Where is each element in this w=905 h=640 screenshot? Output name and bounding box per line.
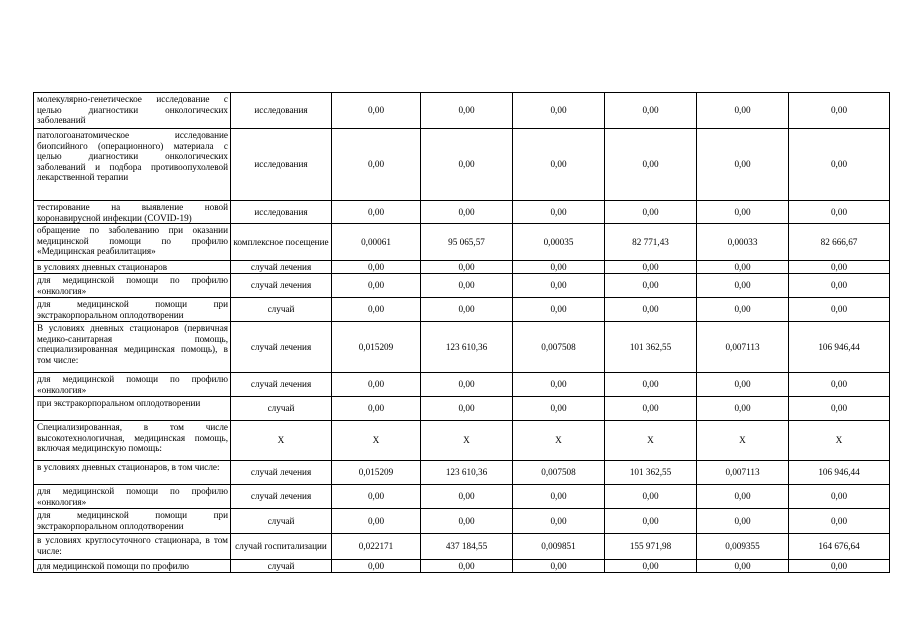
value-cell: 0,00 — [513, 298, 605, 322]
unit-cell: случай лечения — [231, 322, 332, 373]
value-cell: 0,00035 — [513, 224, 605, 261]
value-cell: 0,022171 — [332, 534, 421, 560]
value-cell: 0,00 — [789, 560, 890, 573]
value-cell: 0,015209 — [332, 322, 421, 373]
row-name-cell: тестирование на выявление новой коронавирусной инфекции (COVID-19) — [34, 201, 231, 224]
value-cell: 0,00 — [697, 129, 789, 201]
value-cell: 0,00 — [513, 397, 605, 421]
value-cell: 0,007508 — [513, 461, 605, 485]
table-row — [34, 461, 890, 485]
table-row — [34, 421, 890, 461]
value-cell: 0,00 — [697, 509, 789, 534]
value-cell: 0,00 — [605, 129, 697, 201]
value-cell: 0,00 — [605, 560, 697, 573]
unit-cell: случай лечения — [231, 274, 332, 298]
value-cell: 0,00 — [789, 509, 890, 534]
value-cell: 0,00 — [697, 485, 789, 509]
value-cell: 0,007508 — [513, 322, 605, 373]
row-name-cell: обращение по заболеванию при оказании медицинской помощи по профилю «Медицинская реабилитация» — [34, 224, 231, 261]
value-cell: 0,00 — [332, 509, 421, 534]
value-cell: 0,00061 — [332, 224, 421, 261]
value-cell: 0,00 — [513, 485, 605, 509]
row-name-cell: для медицинской помощи при экстракорпоральном оплодотворении — [34, 298, 231, 322]
value-cell: 437 184,55 — [421, 534, 513, 560]
value-cell: 0,00 — [421, 373, 513, 397]
value-cell: 0,00 — [697, 397, 789, 421]
unit-cell: исследования — [231, 129, 332, 201]
value-cell: 0,00 — [513, 261, 605, 274]
value-cell: 0,00 — [421, 298, 513, 322]
row-name-cell: для медицинской помощи по профилю «онкология» — [34, 373, 231, 397]
value-cell: 0,00 — [605, 373, 697, 397]
value-cell: 0,009355 — [697, 534, 789, 560]
table-row — [34, 373, 890, 397]
value-cell: 164 676,64 — [789, 534, 890, 560]
unit-cell: X — [231, 421, 332, 461]
value-cell: 82 666,67 — [789, 224, 890, 261]
value-cell: 0,00 — [513, 201, 605, 224]
data-table — [33, 92, 890, 573]
value-cell: 0,00 — [789, 261, 890, 274]
row-name-cell: В условиях дневных стационаров (первичная медико-санитарная помощь, специализированная медицинская помощь), в том числе: — [34, 322, 231, 373]
value-cell: 101 362,55 — [605, 322, 697, 373]
value-cell: 0,00 — [605, 397, 697, 421]
row-name-cell: в условиях дневных стационаров, в том числе: — [34, 461, 231, 485]
table-row — [34, 534, 890, 560]
value-cell: 101 362,55 — [605, 461, 697, 485]
unit-cell: комплексное посещение — [231, 224, 332, 261]
value-cell: X — [697, 421, 789, 461]
value-cell: 0,00 — [421, 201, 513, 224]
value-cell: 0,00 — [332, 397, 421, 421]
value-cell: 0,00 — [421, 509, 513, 534]
value-cell: 0,00 — [421, 93, 513, 129]
value-cell: 0,00 — [605, 274, 697, 298]
table-row — [34, 298, 890, 322]
value-cell: 0,00 — [697, 560, 789, 573]
value-cell: 0,00033 — [697, 224, 789, 261]
value-cell: 0,00 — [605, 485, 697, 509]
value-cell: 0,00 — [789, 298, 890, 322]
value-cell: 0,00 — [605, 509, 697, 534]
value-cell: 0,00 — [605, 261, 697, 274]
row-name-cell: молекулярно-генетическое исследование с целью диагностики онкологических заболеваний — [34, 93, 231, 129]
table-row — [34, 224, 890, 261]
unit-cell: случай — [231, 560, 332, 573]
table-row — [34, 274, 890, 298]
value-cell: 106 946,44 — [789, 322, 890, 373]
value-cell: 0,00 — [513, 274, 605, 298]
value-cell: 95 065,57 — [421, 224, 513, 261]
row-name-cell: для медицинской помощи по профилю — [34, 560, 231, 573]
value-cell: 82 771,43 — [605, 224, 697, 261]
value-cell: 0,00 — [513, 373, 605, 397]
value-cell: 155 971,98 — [605, 534, 697, 560]
value-cell: 0,00 — [513, 560, 605, 573]
value-cell: 0,00 — [421, 274, 513, 298]
value-cell: 0,00 — [697, 261, 789, 274]
value-cell: 0,00 — [789, 93, 890, 129]
value-cell: 106 946,44 — [789, 461, 890, 485]
value-cell: 0,00 — [789, 201, 890, 224]
value-cell: 0,00 — [332, 201, 421, 224]
row-name-cell: Специализированная, в том числе высокотехнологичная, медицинская помощь, включая медицинскую помощь: — [34, 421, 231, 461]
value-cell: 0,00 — [332, 274, 421, 298]
value-cell: 0,00 — [332, 298, 421, 322]
value-cell: 0,00 — [332, 129, 421, 201]
table-row — [34, 485, 890, 509]
row-name-cell: в условиях круглосуточного стационара, в том числе: — [34, 534, 231, 560]
table-row — [34, 560, 890, 573]
value-cell: 0,00 — [697, 373, 789, 397]
value-cell: 0,00 — [789, 274, 890, 298]
row-name-cell: патологоанатомическое исследование биопсийного (операционного) материала с целью диагностики онкологических заболеваний и подбора противоопухолевой лекарственной терапии — [34, 129, 231, 201]
table-row — [34, 322, 890, 373]
value-cell: 0,00 — [332, 373, 421, 397]
value-cell: 0,00 — [513, 129, 605, 201]
unit-cell: исследования — [231, 93, 332, 129]
value-cell: 0,00 — [605, 298, 697, 322]
value-cell: 0,00 — [697, 201, 789, 224]
unit-cell: случай лечения — [231, 373, 332, 397]
value-cell: X — [332, 421, 421, 461]
value-cell: 0,00 — [789, 485, 890, 509]
unit-cell: случай госпитализации — [231, 534, 332, 560]
unit-cell: случай — [231, 509, 332, 534]
value-cell: X — [605, 421, 697, 461]
value-cell: 0,00 — [421, 129, 513, 201]
value-cell: 123 610,36 — [421, 322, 513, 373]
row-name-cell: для медицинской помощи по профилю «онкология» — [34, 274, 231, 298]
value-cell: 0,009851 — [513, 534, 605, 560]
value-cell: 0,007113 — [697, 322, 789, 373]
unit-cell: случай лечения — [231, 261, 332, 274]
value-cell: 0,00 — [605, 201, 697, 224]
unit-cell: случай — [231, 397, 332, 421]
row-name-cell: в условиях дневных стационаров — [34, 261, 231, 274]
value-cell: 0,00 — [421, 261, 513, 274]
value-cell: 123 610,36 — [421, 461, 513, 485]
value-cell: 0,00 — [789, 373, 890, 397]
value-cell: X — [421, 421, 513, 461]
value-cell: 0,00 — [332, 93, 421, 129]
value-cell: 0,00 — [332, 261, 421, 274]
table-row — [34, 201, 890, 224]
value-cell: 0,00 — [789, 129, 890, 201]
unit-cell: исследования — [231, 201, 332, 224]
value-cell: 0,00 — [605, 93, 697, 129]
unit-cell: случай лечения — [231, 485, 332, 509]
unit-cell: случай лечения — [231, 461, 332, 485]
table-row — [34, 93, 890, 129]
row-name-cell: для медицинской помощи при экстракорпоральном оплодотворении — [34, 509, 231, 534]
table-row — [34, 509, 890, 534]
value-cell: X — [513, 421, 605, 461]
value-cell: 0,00 — [697, 93, 789, 129]
unit-cell: случай — [231, 298, 332, 322]
value-cell: 0,00 — [421, 560, 513, 573]
row-name-cell: для медицинской помощи по профилю «онкология» — [34, 485, 231, 509]
value-cell: 0,00 — [421, 397, 513, 421]
value-cell: 0,00 — [332, 485, 421, 509]
value-cell: 0,015209 — [332, 461, 421, 485]
value-cell: 0,00 — [513, 509, 605, 534]
value-cell: 0,00 — [697, 298, 789, 322]
value-cell: 0,00 — [421, 485, 513, 509]
row-name-cell: при экстракорпоральном оплодотворении — [34, 397, 231, 421]
table-row — [34, 397, 890, 421]
value-cell: X — [789, 421, 890, 461]
value-cell: 0,00 — [332, 560, 421, 573]
value-cell: 0,00 — [697, 274, 789, 298]
value-cell: 0,00 — [513, 93, 605, 129]
table-row — [34, 261, 890, 274]
table-row — [34, 129, 890, 201]
table-body — [34, 93, 890, 573]
value-cell: 0,007113 — [697, 461, 789, 485]
value-cell: 0,00 — [789, 397, 890, 421]
